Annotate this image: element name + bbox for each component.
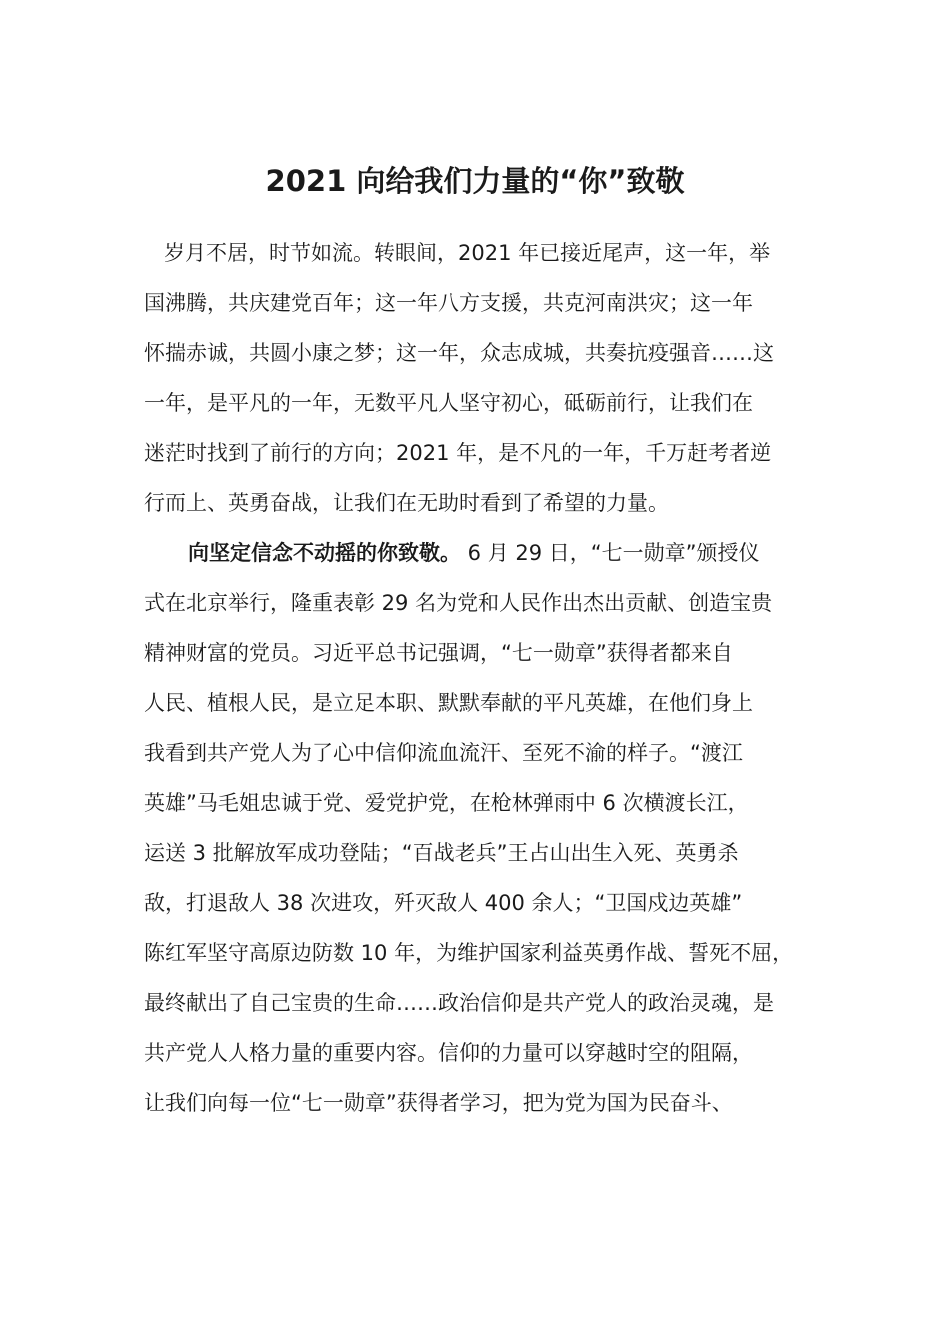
text-line: 陈红军坚守高原边防数 10 年，为维护国家利益英勇作战、誓死不屈，: [144, 941, 794, 965]
text-line: [188, 538, 760, 568]
text-line: 敌，打退敌人 38 次进攻，歼灭敌人 400 余人；“卫国戍边英雄”: [144, 891, 743, 915]
text-line: 我看到共产党人为了心中信仰流血流汗、至死不渝的样子。“渡江: [144, 741, 743, 765]
text-line: 迷茫时找到了前行的方向；2021 年，是不凡的一年，千万赶考者逆: [144, 441, 772, 465]
text-line: 运送 3 批解放军成功登陆；“百战老兵”王占山出生入死、英勇杀: [144, 841, 739, 865]
text-line: 最终献出了自己宝贵的生命……政治信仰是共产党人的政治灵魂，是: [144, 991, 774, 1015]
text-line: 人民、植根人民，是立足本职、默默奉献的平凡英雄，在他们身上: [144, 691, 753, 715]
paragraph-lead-bold: 向坚定信念不动摇的你致敬。: [188, 541, 461, 565]
text-line: 共产党人人格力量的重要内容。信仰的力量可以穿越时空的阻隔，: [144, 1041, 753, 1065]
text-line: 一年，是平凡的一年，无数平凡人坚守初心，砥砺前行，让我们在: [144, 391, 753, 415]
text-line: 让我们向每一位“七一勋章”获得者学习，把为党为国为民奋斗、: [144, 1091, 733, 1115]
text-line: 怀揣赤诚，共圆小康之梦；这一年，众志成城，共奏抗疫强音……这: [144, 341, 774, 365]
text-line: 国沸腾，共庆建党百年；这一年八方支援，共克河南洪灾；这一年: [144, 291, 753, 315]
paragraph-lead-rest: 6 月 29 日，“七一勋章”颁授仪: [461, 541, 760, 565]
text-line: 式在北京举行，隆重表彰 29 名为党和人民作出杰出贡献、创造宝贵: [144, 591, 773, 615]
document-title: 2021 向给我们力量的“你”致敬: [265, 164, 685, 198]
text-line: 行而上、英勇奋战，让我们在无助时看到了希望的力量。: [144, 491, 669, 515]
text-line: 英雄”马毛姐忠诚于党、爱党护党，在枪林弹雨中 6 次横渡长江，: [144, 791, 749, 815]
text-line: 岁月不居，时节如流。转眼间，2021 年已接近尾声，这一年，举: [164, 241, 771, 265]
text-line: 精神财富的党员。习近平总书记强调，“七一勋章”获得者都来自: [144, 641, 733, 665]
